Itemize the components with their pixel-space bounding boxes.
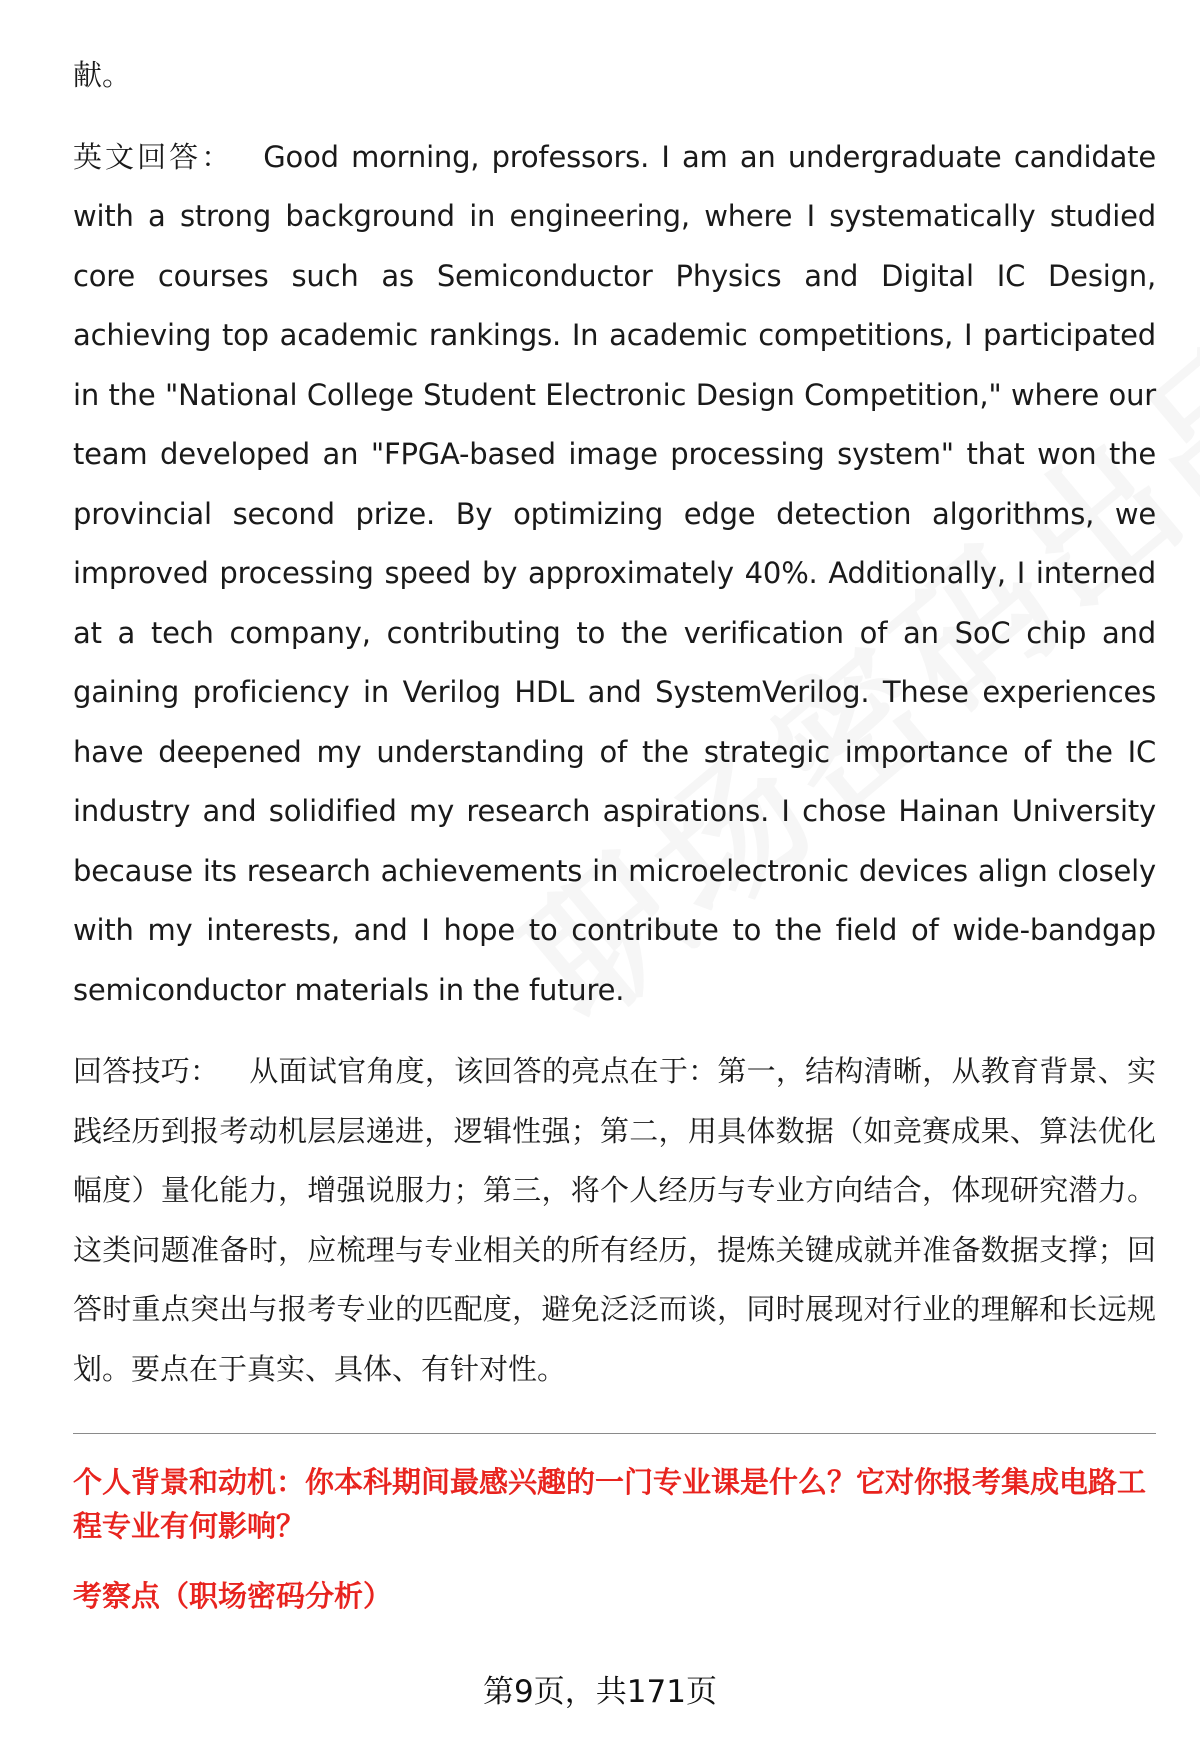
continued-paragraph: 献。 bbox=[73, 58, 132, 92]
answer-tips-label: 回答技巧： bbox=[73, 1054, 220, 1088]
english-answer-label: 英文回答： bbox=[73, 139, 234, 174]
answer-tips-paragraph bbox=[73, 1042, 1156, 1399]
english-answer-text: Good morning, professors. I am an undergraduate candidate with a strong background in engineering, where I systematically studied core courses such as Semiconductor Physics and Digital IC Design, achieving top academic rankings. In academic competitions, I participated in the "National College Student Electronic Design Competition," where our team developed an "FPGA-based image processing system" that won the provincial second prize. By optimizing edge detection algorithms, we improved processing speed by approximately 40%. Additionally, I interned at a tech company, contributing to the verification of an SoC chip and gaining proficiency in Verilog HDL and SystemVerilog. These experiences have deepened my understanding of the strategic importance of the IC industry and solidified my research aspirations. I chose Hainan University because its research achievements in microelectronic devices align closely with my interests, and I hope to contribute to the field of wide-bandgap semiconductor materials in the future. bbox=[73, 139, 1156, 1007]
document-page bbox=[73, 46, 1156, 1618]
page-number-footer: 第9页，共171页 bbox=[483, 1674, 717, 1710]
question-heading: 个人背景和动机：你本科期间最感兴趣的一门专业课是什么？它对你报考集成电路工程专业有何影响？ bbox=[73, 1465, 1147, 1543]
answer-tips-text: 从面试官角度，该回答的亮点在于：第一，结构清晰，从教育背景、实践经历到报考动机层层递进，逻辑性强；第二，用具体数据（如竞赛成果、算法优化幅度）量化能力，增强说服力；第三，将个人经历与专业方向结合，体现研究潜力。这类问题准备时，应梳理与专业相关的所有经历，提炼关键成就并准备数据支撑；回答时重点突出与报考专业的匹配度，避免泛泛而谈，同时展现对行业的理解和长远规划。要点在于真实、具体、有针对性。 bbox=[73, 1054, 1156, 1386]
section-divider bbox=[73, 1433, 1156, 1434]
assessment-subheading: 考察点（职场密码分析） bbox=[73, 1579, 393, 1613]
english-answer-paragraph bbox=[73, 128, 1156, 1021]
